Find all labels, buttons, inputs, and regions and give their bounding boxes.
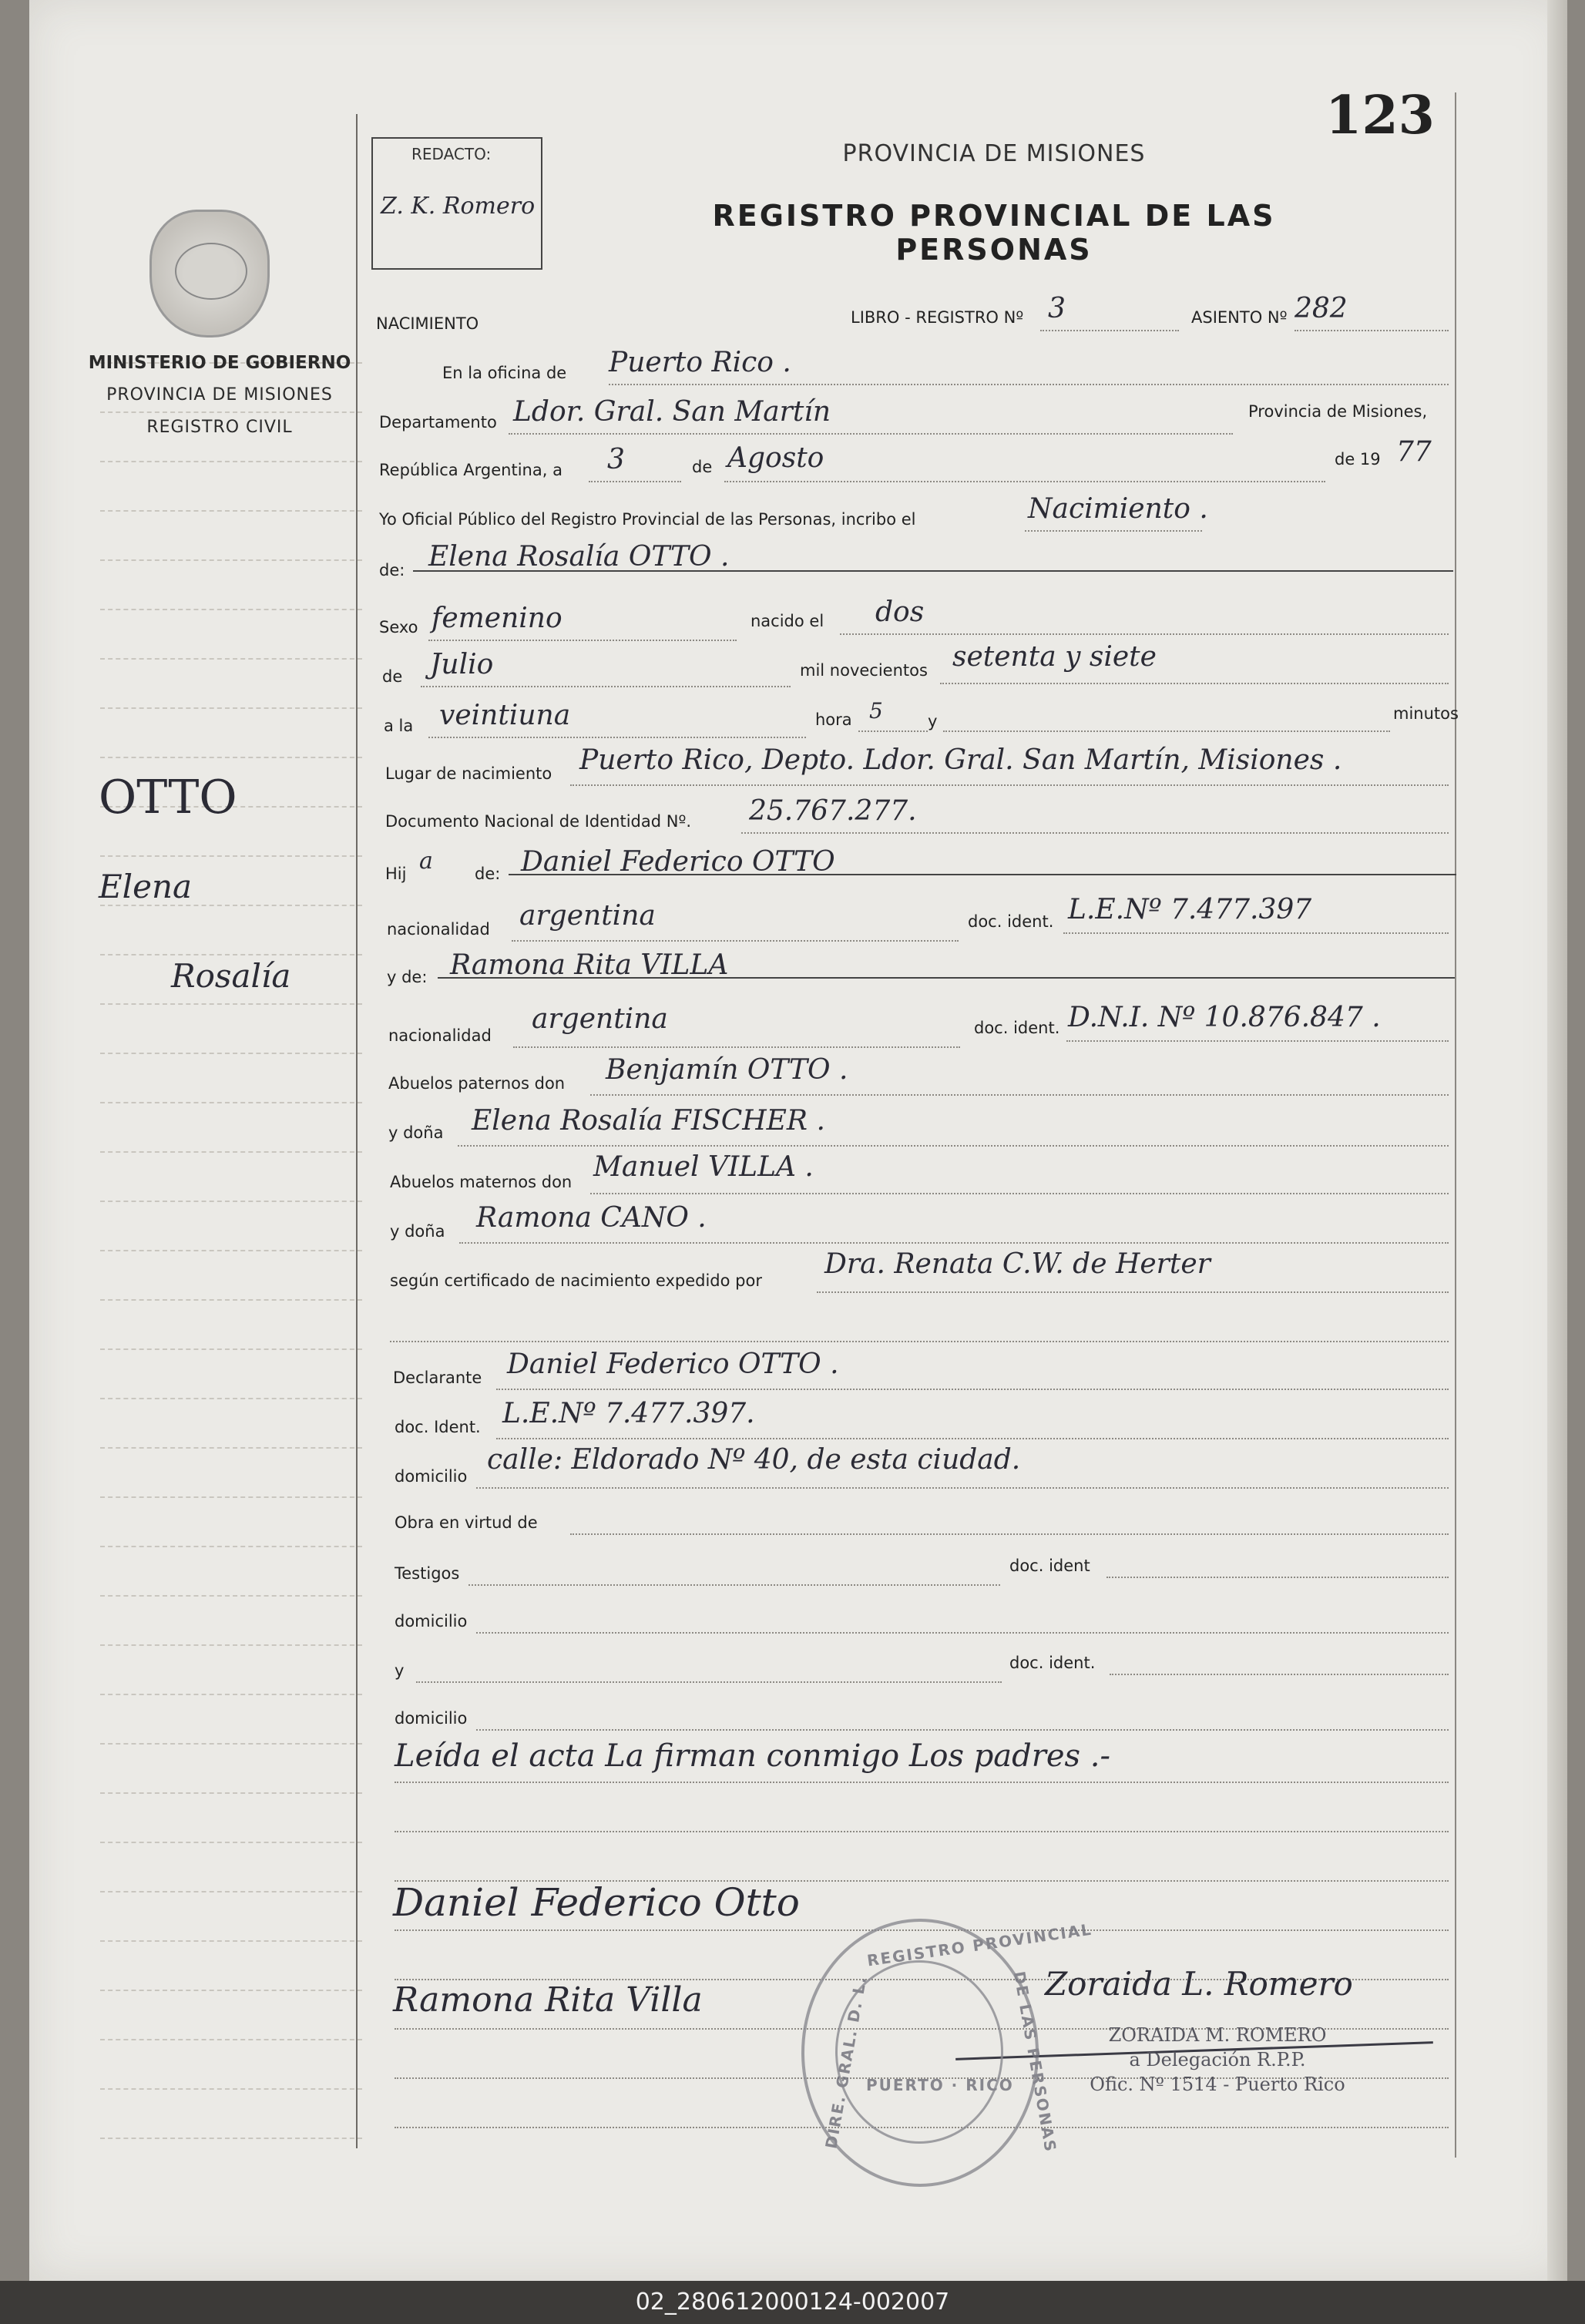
de-label: de — [692, 458, 713, 476]
oficial-label: Yo Oficial Público del Registro Provincial de las Personas, incribo el — [379, 510, 916, 529]
page-number: 123 — [1325, 85, 1435, 146]
stamp-top-text: REGISTRO PROVINCIAL — [865, 1919, 1094, 1970]
father-nationality-label: nacionalidad — [387, 920, 490, 939]
inscribe-value: Nacimiento . — [1028, 493, 1208, 525]
certificate-label: según certificado de nacimiento expedido por — [390, 1271, 762, 1290]
father-nationality: argentina — [519, 900, 656, 932]
libro-value: 3 — [1048, 293, 1066, 324]
a-la-label: a la — [384, 717, 414, 735]
redacto-box — [371, 137, 542, 270]
margin-rule-line — [100, 1694, 362, 1695]
hij-label: Hij — [385, 865, 407, 883]
paternal-grandfather-label: Abuelos paternos don — [388, 1074, 566, 1093]
margin-rule-line — [100, 2088, 362, 2090]
testigos-label: Testigos — [395, 1564, 460, 1583]
ministry-block — [77, 347, 362, 444]
hora-label: hora — [815, 710, 852, 729]
month-value: Agosto — [727, 442, 824, 474]
seal-emblem — [175, 243, 247, 300]
hora-value: veintiuna — [439, 700, 571, 731]
declarante-doc-label: doc. Ident. — [395, 1418, 481, 1436]
year-value: 77 — [1396, 436, 1432, 468]
redacto-signature: Z. K. Romero — [381, 193, 536, 220]
maternal-grandmother: Ramona CANO . — [476, 1202, 707, 1234]
ministry-registry: REGISTRO CIVIL — [146, 418, 293, 437]
father-signature: Daniel Federico Otto — [393, 1880, 800, 1925]
paternal-grandfather: Benjamín OTTO . — [606, 1054, 848, 1086]
margin-rule-line — [100, 1990, 362, 1991]
testigo1-doc-label: doc. ident — [1009, 1557, 1090, 1575]
register-page — [29, 0, 1567, 2281]
mother-signature: Ramona Rita Villa — [393, 1980, 703, 2020]
officer-office: Ofic. Nº 1514 - Puerto Rico — [1090, 2074, 1345, 2095]
lugar-label: Lugar de nacimiento — [385, 764, 552, 783]
hij-de-label: de: — [475, 865, 501, 883]
margin-rule-line — [100, 2039, 362, 2040]
y-label: y — [928, 712, 938, 730]
margin-rule-line — [100, 1151, 362, 1153]
departamento-label: Departamento — [379, 413, 497, 432]
margin-rule-line — [100, 1891, 362, 1892]
margin-rule-line — [100, 1546, 362, 1547]
margin-rule-line — [100, 707, 362, 709]
minutos-label: minutos — [1393, 704, 1459, 723]
libro-label: LIBRO - REGISTRO Nº — [851, 308, 1024, 327]
stamp-left-text: DIRE. GRAL. D. L. — [821, 1973, 871, 2151]
asiento-value: 282 — [1295, 293, 1348, 324]
maternal-grandfather: Manuel VILLA . — [593, 1151, 814, 1183]
margin-rule-line — [100, 1348, 362, 1350]
sexo-value: femenino — [432, 603, 562, 634]
registered-name: Elena Rosalía OTTO . — [428, 541, 730, 573]
margin-first-name: Elena — [99, 868, 193, 905]
mother-doc-label: doc. ident. — [974, 1019, 1060, 1037]
hij-suffix: a — [419, 848, 433, 875]
testigo2-doc-label: doc. ident. — [1009, 1654, 1096, 1672]
testigo1-domicilio-label: domicilio — [395, 1612, 468, 1630]
margin-rule-line — [100, 658, 362, 660]
lugar-value: Puerto Rico, Depto. Ldor. Gral. San Martín, Misiones . — [579, 744, 1342, 776]
provincia-label: Provincia de Misiones, — [1248, 402, 1428, 421]
margin-middle-name: Rosalía — [171, 957, 291, 995]
declarante-label: Declarante — [393, 1369, 482, 1387]
asiento-label: ASIENTO Nº — [1191, 308, 1288, 327]
mother-label: y de: — [387, 968, 428, 986]
officer-role: a Delegación R.P.P. — [1129, 2049, 1306, 2070]
scan-id: 02_280612000124-002007 — [635, 2289, 950, 2316]
obra-label: Obra en virtud de — [395, 1513, 538, 1532]
officer-block — [1063, 2023, 1372, 2097]
maternal-grandfather-label: Abuelos maternos don — [390, 1173, 573, 1191]
right-border-line — [1455, 92, 1456, 2158]
father-doc-label: doc. ident. — [968, 912, 1054, 931]
margin-rule-line — [100, 1003, 362, 1005]
margin-rule-line — [100, 1940, 362, 1942]
father-name: Daniel Federico OTTO — [521, 846, 835, 878]
mother-name: Ramona Rita VILLA — [450, 949, 729, 981]
margin-rule-line — [100, 1250, 362, 1251]
margin-rule-line — [100, 1792, 362, 1794]
oficina-label: En la oficina de — [442, 364, 567, 382]
year-label: de 19 — [1335, 450, 1381, 468]
testigo2-domicilio-label: domicilio — [395, 1709, 468, 1728]
margin-rule-line — [100, 1447, 362, 1449]
margin-rule-line — [100, 757, 362, 758]
mother-doc: D.N.I. Nº 10.876.847 . — [1068, 1002, 1381, 1033]
margin-rule-line — [100, 510, 362, 512]
dni-value: 25.767.277. — [749, 795, 917, 827]
certificate-issuer: Dra. Renata C.W. de Herter — [824, 1248, 1211, 1280]
margin-rule-line — [100, 609, 362, 610]
margin-rule-line — [100, 2138, 362, 2139]
province-heading: PROVINCIA DE MISIONES — [842, 140, 1146, 167]
closing-statement: Leída el acta La firman conmigo Los padres .- — [395, 1738, 1111, 1774]
margin-rule-line — [100, 1398, 362, 1399]
nacido-value: dos — [875, 596, 925, 628]
stamp-center-text: PUERTO · RICO — [866, 2076, 1014, 2094]
republica-label: República Argentina, a — [379, 461, 562, 479]
registry-heading: REGISTRO PROVINCIAL DE LAS PERSONAS — [712, 199, 1276, 267]
oficina-value: Puerto Rico . — [609, 347, 791, 378]
officer-name: ZORAIDA M. ROMERO — [1108, 2024, 1327, 2046]
hora-num: 5 — [869, 698, 883, 724]
ministry-province: PROVINCIA DE MISIONES — [106, 385, 333, 405]
coat-of-arms-seal — [149, 210, 270, 338]
margin-rule-line — [100, 1299, 362, 1301]
margin-surname: OTTO — [99, 771, 237, 824]
domicilio-value: calle: Eldorado Nº 40, de esta ciudad. — [487, 1444, 1021, 1476]
margin-rule-line — [100, 855, 362, 857]
stamp-right-text: DE LAS PERSONAS — [1009, 1970, 1060, 2154]
page-edge — [1547, 0, 1567, 2281]
name-label: de: — [379, 561, 405, 579]
declarante-value: Daniel Federico OTTO . — [507, 1348, 839, 1380]
margin-rule-line — [100, 1644, 362, 1646]
paternal-grandmother: Elena Rosalía FISCHER . — [472, 1105, 825, 1137]
margin-rule-line — [100, 559, 362, 561]
margin-rule-line — [100, 954, 362, 955]
de2-label: de — [382, 667, 403, 686]
margin-rule-line — [100, 1595, 362, 1597]
margin-rule-line — [100, 1743, 362, 1745]
dni-label: Documento Nacional de Identidad Nº. — [385, 812, 692, 831]
nacido-label: nacido el — [751, 612, 824, 630]
mil-novecientos-label: mil novecientos — [800, 661, 928, 680]
sexo-label: Sexo — [379, 618, 418, 636]
margin-rule-line — [100, 1102, 362, 1103]
month2-value: Julio — [430, 649, 494, 680]
declarante-doc: L.E.Nº 7.477.397. — [502, 1398, 755, 1429]
domicilio-label: domicilio — [395, 1467, 468, 1486]
official-stamp — [801, 1919, 1094, 2187]
officer-signature: Zoraida L. Romero — [1045, 1965, 1353, 2003]
mother-nationality: argentina — [532, 1003, 668, 1035]
margin-rule-line — [100, 1053, 362, 1054]
year2-value: setenta y siete — [952, 641, 1157, 673]
paternal-grandmother-label: y doña — [388, 1123, 444, 1142]
maternal-grandmother-label: y doña — [390, 1222, 445, 1241]
margin-rule-line — [100, 1201, 362, 1202]
margin-rule-line — [100, 1842, 362, 1843]
father-doc: L.E.Nº 7.477.397 — [1068, 894, 1312, 925]
ministry-title: MINISTERIO DE GOBIERNO — [88, 353, 351, 373]
margin-rule-line — [100, 461, 362, 462]
redacto-label: REDACTO: — [411, 145, 492, 163]
mother-nationality-label: nacionalidad — [388, 1026, 492, 1045]
margin-rule-line — [100, 1496, 362, 1498]
record-title: NACIMIENTO — [376, 314, 479, 333]
day-value: 3 — [607, 444, 625, 475]
departamento-value: Ldor. Gral. San Martín — [513, 396, 831, 428]
testigo2-label: y — [395, 1661, 405, 1680]
